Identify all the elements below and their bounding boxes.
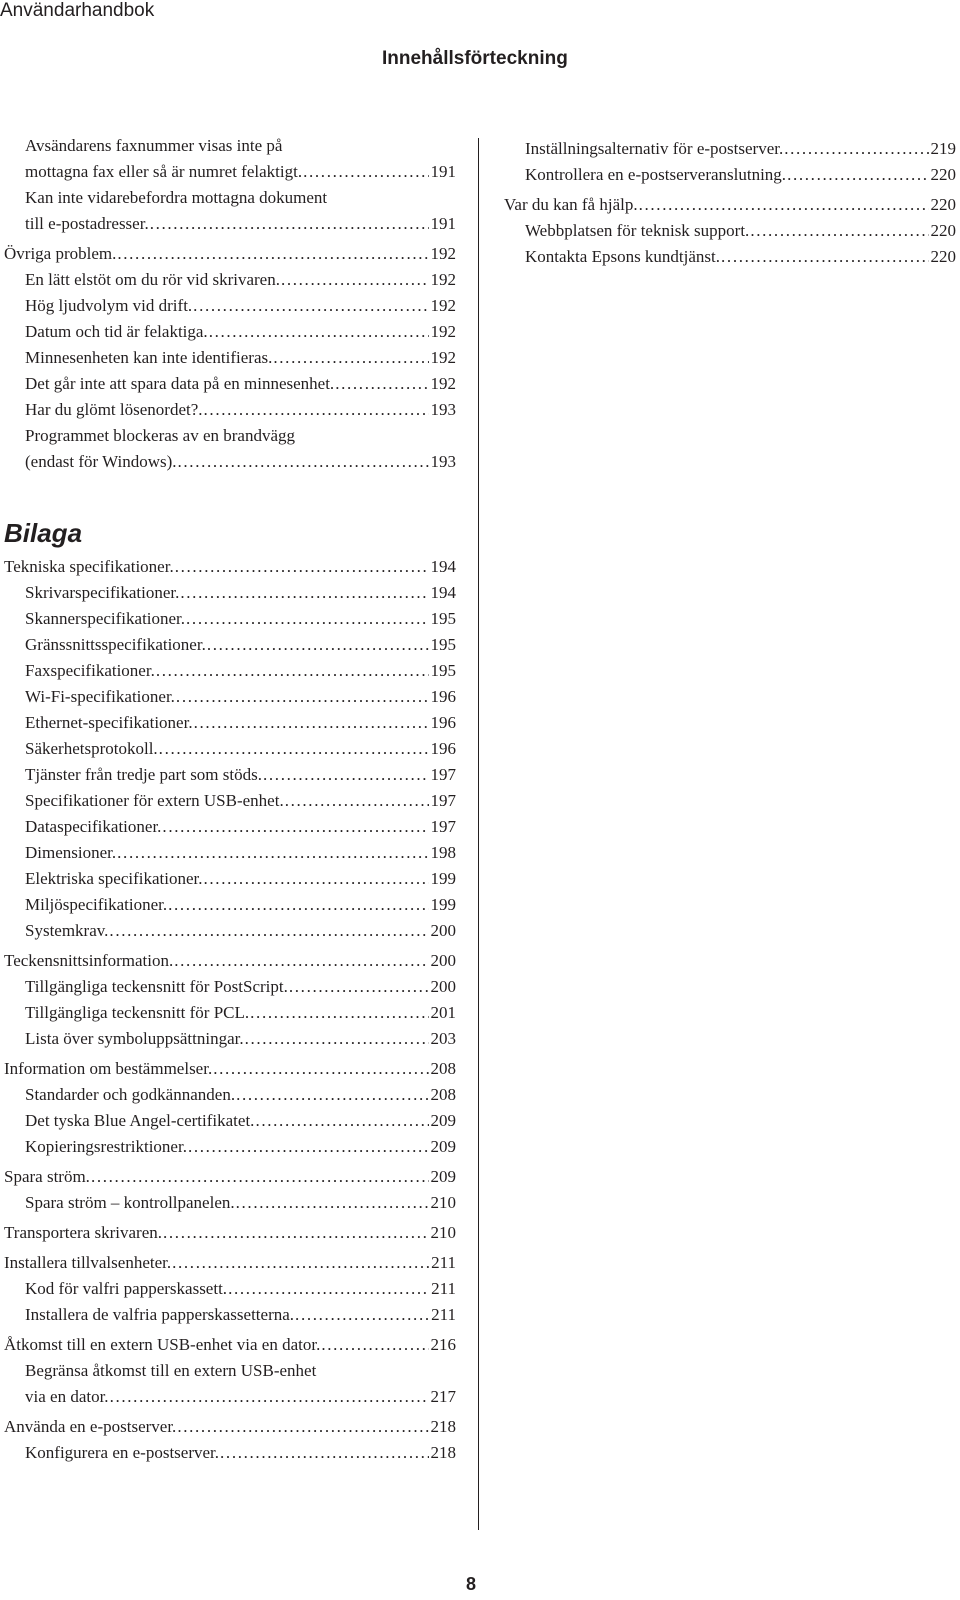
toc-entry-page: 211 (431, 1279, 456, 1298)
toc-entry-page: 199 (430, 895, 456, 914)
toc-entry-main[interactable] (4, 554, 456, 580)
toc-entry-sub[interactable] (525, 136, 956, 162)
dot-leader (288, 974, 429, 1000)
toc-entry-page: 194 (430, 557, 456, 576)
dot-leader (203, 397, 429, 423)
dot-leader (155, 658, 429, 684)
dot-leader (720, 244, 928, 270)
toc-entry-page: 196 (430, 739, 456, 758)
toc-entry-page: 198 (430, 843, 456, 862)
toc-entry-page: 192 (430, 322, 456, 341)
toc-entry-page: 191 (430, 162, 456, 181)
dot-leader (149, 211, 429, 237)
toc-entry-page: 195 (430, 609, 456, 628)
toc-entry-main[interactable] (4, 1414, 456, 1440)
dot-leader (208, 319, 429, 345)
dot-leader (185, 606, 428, 632)
toc-entry-sub[interactable] (25, 1134, 456, 1160)
toc-entry-sub[interactable] (25, 710, 456, 736)
toc-entry-sub[interactable] (25, 159, 456, 185)
toc-entry-title: Kontakta Epsons kundtjänst. (525, 247, 721, 266)
toc-entry-sub[interactable] (525, 218, 956, 244)
toc-entry-title: Miljöspecifikationer. (25, 895, 168, 914)
toc-entry-page: 201 (430, 1003, 456, 1022)
toc-entry-page: 220 (930, 195, 956, 214)
toc-entry-title: Inställningsalternativ för e-postserver. (525, 139, 784, 158)
toc-entry-main[interactable] (4, 948, 456, 974)
toc-entry-sub[interactable] (25, 1276, 456, 1302)
toc-entry-sub[interactable] (25, 866, 456, 892)
toc-entry-page: 193 (430, 400, 456, 419)
toc-entry-title: Systemkrav. (25, 921, 109, 940)
toc-entry-title: mottagna fax eller så är numret felaktigt. (25, 162, 303, 181)
toc-appendix (0, 518, 456, 1466)
toc-entry-sub[interactable] (25, 684, 456, 710)
dot-leader (193, 710, 429, 736)
dot-leader (262, 762, 429, 788)
dot-leader (249, 1000, 428, 1026)
toc-entry-main[interactable] (4, 241, 456, 267)
dot-leader (158, 736, 429, 762)
toc-entry-sub[interactable] (25, 1384, 456, 1410)
toc-entry-title: Tillgängliga teckensnitt för PostScript. (25, 977, 288, 996)
toc-entry-sub[interactable] (25, 1440, 456, 1466)
dot-leader (162, 1220, 429, 1246)
toc-entry-sub[interactable] (25, 814, 456, 840)
column-divider (478, 138, 479, 1530)
toc-entry-sub[interactable] (25, 658, 456, 684)
toc-entry-sub[interactable] (25, 580, 456, 606)
toc-entry-title: Elektriska specifikationer. (25, 869, 203, 888)
toc-entry-title: Dataspecifikationer. (25, 817, 162, 836)
toc-entry-sub[interactable] (25, 1190, 456, 1216)
toc-entry-sub[interactable] (25, 267, 456, 293)
toc-entry-page: 192 (430, 244, 456, 263)
toc-entry-sub[interactable] (25, 1000, 456, 1026)
dot-leader (783, 136, 928, 162)
toc-entry-page: 209 (430, 1111, 456, 1130)
dot-leader (109, 1384, 429, 1410)
dot-leader (638, 192, 929, 218)
toc-entry-page: 220 (930, 247, 956, 266)
toc-entry-page: 220 (930, 221, 956, 240)
dot-leader (90, 1164, 429, 1190)
toc-entry-main[interactable] (504, 192, 956, 218)
page-number: 8 (466, 1574, 477, 1594)
toc-entry-title: Tjänster från tredje part som stöds. (25, 765, 262, 784)
toc-entry-sub[interactable] (25, 788, 456, 814)
dot-leader (175, 684, 429, 710)
toc-entry-wrapline: Programmet blockeras av en brandvägg (25, 426, 296, 445)
appendix-list (0, 554, 456, 1466)
toc-entry-main[interactable] (4, 1056, 456, 1082)
toc-entry-page: 219 (930, 139, 956, 158)
dot-leader (227, 1276, 429, 1302)
toc-entry-title: Kopieringsrestriktioner. (25, 1137, 187, 1156)
toc-entry-title: Lista över symboluppsättningar. (25, 1029, 244, 1048)
toc-entry-title: Skrivarspecifikationer. (25, 583, 180, 602)
toc-entry-page: 191 (430, 214, 456, 233)
dot-leader (173, 948, 428, 974)
toc-entry-sub[interactable] (25, 319, 456, 345)
toc-entry-title: Dimensioner. (25, 843, 117, 862)
toc-entry-title: Säkerhetsprotokoll. (25, 739, 158, 758)
toc-entry-title: Det tyska Blue Angel-certifikatet. (25, 1111, 255, 1130)
toc-entry-sub[interactable] (25, 371, 456, 397)
toc-entry-sub[interactable] (25, 345, 456, 371)
toc-entry-page: 192 (430, 270, 456, 289)
dot-leader (176, 1414, 428, 1440)
toc-entry-sub[interactable] (25, 1302, 456, 1328)
appendix-heading: Bilaga (4, 518, 83, 548)
dot-leader (161, 814, 428, 840)
dot-leader (219, 1440, 428, 1466)
toc-entry-page: 196 (430, 713, 456, 732)
dot-leader (272, 345, 428, 371)
toc-entry-page: 192 (430, 374, 456, 393)
toc-entry-sub[interactable] (25, 736, 456, 762)
toc-entry-title: Installera tillvalsenheter. (4, 1253, 172, 1272)
toc-entry-title: Specifikationer för extern USB-enhet. (25, 791, 284, 810)
toc-entry-page: 203 (430, 1029, 456, 1048)
toc-entry-wrapline: Begränsa åtkomst till en extern USB-enhet (25, 1361, 317, 1380)
toc-entry-page: 192 (430, 296, 456, 315)
toc-entry-title: En lätt elstöt om du rör vid skrivaren. (25, 270, 280, 289)
toc-entry-main[interactable] (4, 1164, 456, 1190)
toc-entry-page: 197 (430, 791, 456, 810)
toc-entry-title: Övriga problem. (4, 244, 117, 263)
toc-entry-page: 196 (430, 687, 456, 706)
toc-entry-page: 210 (430, 1193, 456, 1212)
dot-leader (334, 371, 428, 397)
toc-entry-title: Har du glömt lösenordet?. (25, 400, 203, 419)
toc-entry-title: Tillgängliga teckensnitt för PCL. (25, 1003, 250, 1022)
toc-entry-title: Datum och tid är felaktiga. (25, 322, 208, 341)
toc-entry-main[interactable] (4, 1220, 456, 1246)
dot-leader (749, 218, 928, 244)
toc-entry-page: 199 (430, 869, 456, 888)
toc-entry-title: Information om bestämmelser. (4, 1059, 213, 1078)
toc-entry-page: 200 (430, 977, 456, 996)
toc-entry-title: Det går inte att spara data på en minnesenhet. (25, 374, 335, 393)
dot-leader (244, 1026, 429, 1052)
toc-entry-title: Teckensnittsinformation. (4, 951, 174, 970)
toc-entry-sub[interactable] (25, 211, 456, 237)
section-title: Innehållsförteckning (382, 48, 568, 69)
dot-leader (280, 267, 429, 293)
toc-entry-title: Installera de valfria papperskassetterna. (25, 1305, 295, 1324)
dot-leader (177, 449, 429, 475)
toc-entry-title: Minnesenheten kan inte identifieras. (25, 348, 273, 367)
toc-entry-title: Skannerspecifikationer. (25, 609, 186, 628)
dot-leader (212, 1056, 428, 1082)
toc-entry-page: 211 (431, 1305, 456, 1324)
toc-entry-title: Spara ström – kontrollpanelen. (25, 1193, 235, 1212)
toc-entry-page: 218 (430, 1417, 456, 1436)
toc-entry-page: 200 (430, 951, 456, 970)
toc-entry-sub[interactable] (25, 1108, 456, 1134)
dot-leader (235, 1190, 429, 1216)
toc-entry-title: Gränssnittsspecifikationer. (25, 635, 206, 654)
toc-entry-title: till e-postadresser. (25, 214, 149, 233)
toc-entry-title: Tekniska specifikationer. (4, 557, 174, 576)
toc-entry-sub[interactable] (25, 762, 456, 788)
dot-leader (203, 866, 429, 892)
toc-entry-title: Åtkomst till en extern USB-enhet via en dator. (4, 1335, 321, 1354)
toc-entry-title: Wi-Fi-specifikationer. (25, 687, 175, 706)
toc-entry-sub[interactable] (25, 918, 456, 944)
toc-entry-title: Transportera skrivaren. (4, 1223, 162, 1242)
toc-entry-title: Kontrollera en e-postserveranslutning. (525, 165, 787, 184)
toc-column-right (500, 136, 956, 270)
toc-entry-page: 209 (430, 1167, 456, 1186)
toc-entry-sub[interactable] (25, 632, 456, 658)
dot-leader (174, 554, 429, 580)
dot-leader (116, 241, 428, 267)
toc-entry-page: 197 (430, 817, 456, 836)
dot-leader (206, 632, 429, 658)
toc-entry-sub[interactable] (25, 1026, 456, 1052)
dot-leader (108, 918, 428, 944)
toc-entry-page: 195 (430, 661, 456, 680)
toc-entry-page: 194 (430, 583, 456, 602)
toc-entry-page: 218 (430, 1443, 456, 1462)
dot-leader (171, 1250, 429, 1276)
dot-leader (302, 159, 428, 185)
toc-entry-main[interactable] (4, 1332, 456, 1358)
toc-entry-title: Konfigurera en e-postserver. (25, 1443, 220, 1462)
dot-leader (294, 1302, 429, 1328)
dot-leader (786, 162, 928, 188)
toc-entry-page: 217 (430, 1387, 456, 1406)
dot-leader (235, 1082, 428, 1108)
toc-entry-sub[interactable] (25, 840, 456, 866)
toc-entry-page: 195 (430, 635, 456, 654)
toc-entry-title: (endast för Windows). (25, 452, 177, 471)
dot-leader (320, 1332, 428, 1358)
toc-entry-sub[interactable] (525, 244, 956, 270)
toc-entry-sub[interactable] (25, 974, 456, 1000)
toc-entry-title: Var du kan få hjälp. (504, 195, 638, 214)
toc-entry-page: 216 (430, 1335, 456, 1354)
toc-entry-page: 210 (430, 1223, 456, 1242)
toc-entry-title: Faxspecifikationer. (25, 661, 155, 680)
toc-entry-sub[interactable] (25, 293, 456, 319)
toc-entry-title: Standarder och godkännanden. (25, 1085, 236, 1104)
toc-entry-sub[interactable] (525, 162, 956, 188)
dot-leader (116, 840, 428, 866)
dot-leader (192, 293, 428, 319)
toc-entry-sub[interactable] (25, 1082, 456, 1108)
toc-entry-page: 209 (430, 1137, 456, 1156)
manual-title: Användarhandbok (0, 0, 155, 21)
toc-entry-page: 192 (430, 348, 456, 367)
dot-leader (187, 1134, 429, 1160)
toc-column-left-top (0, 133, 456, 475)
toc-entry-main[interactable] (4, 1250, 456, 1276)
toc-entry-page: 211 (431, 1253, 456, 1272)
toc-entry-sub[interactable] (25, 397, 456, 423)
toc-entry-page: 197 (430, 765, 456, 784)
dot-leader (254, 1108, 428, 1134)
toc-entry-title: Spara ström. (4, 1167, 90, 1186)
toc-entry-wrapline: Avsändarens faxnummer visas inte på (25, 136, 283, 155)
toc-entry-title: via en dator. (25, 1387, 109, 1406)
toc-entry-page: 193 (430, 452, 456, 471)
dot-leader (167, 892, 428, 918)
toc-entry-page: 208 (430, 1059, 456, 1078)
toc-entry-title: Kod för valfri papperskassett. (25, 1279, 228, 1298)
toc-entry-sub[interactable] (25, 606, 456, 632)
toc-entry-title: Använda en e-postserver. (4, 1417, 177, 1436)
toc-entry-page: 208 (430, 1085, 456, 1104)
toc-entry-page: 200 (430, 921, 456, 940)
dot-leader (284, 788, 429, 814)
toc-entry-title: Ethernet-specifikationer. (25, 713, 193, 732)
dot-leader (179, 580, 428, 606)
toc-entry-sub[interactable] (25, 892, 456, 918)
toc-entry-wrapline: Kan inte vidarebefordra mottagna dokument (25, 188, 328, 207)
toc-entry-page: 220 (930, 165, 956, 184)
toc-entry-title: Hög ljudvolym vid drift. (25, 296, 193, 315)
toc-entry-title: Webbplatsen för teknisk support. (525, 221, 750, 240)
toc-entry-sub[interactable] (25, 449, 456, 475)
